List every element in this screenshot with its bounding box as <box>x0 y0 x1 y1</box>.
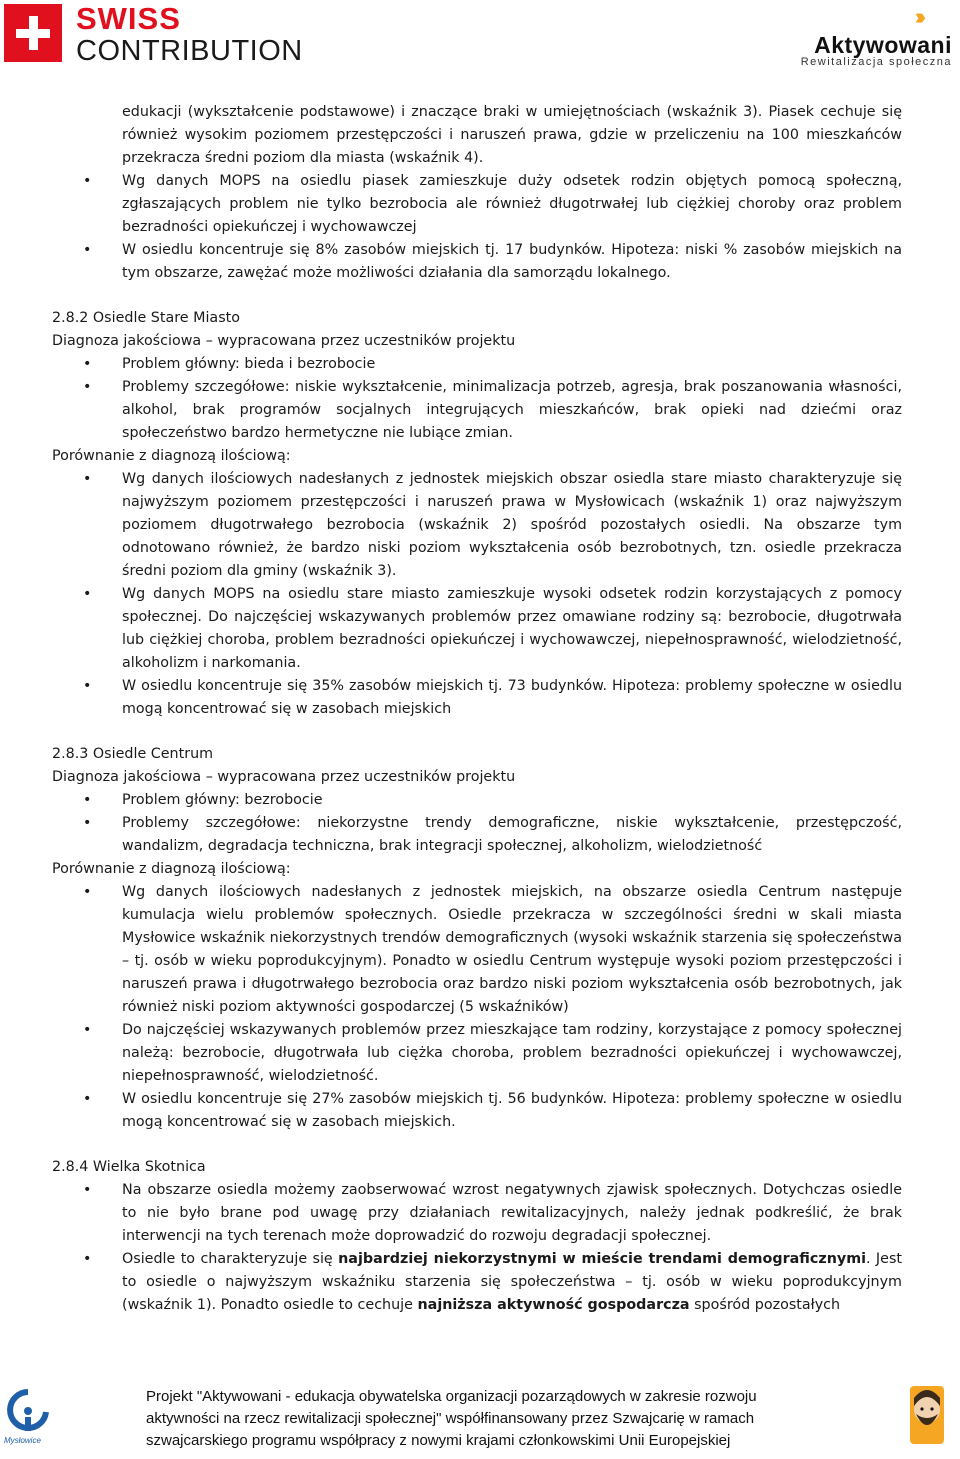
list-item: • Wg danych MOPS na osiedlu stare miasto zamieszkuje wysoki odsetek rodzin korzystających z pomocy społecznej. Do najczęściej wskazywanych problemów przez omawiane rodziny są: bezrobocie, długotrwała lub ciężkiej choroba, problem bezradności opiekuńczej i wychowawczej, niepełnosprawność, wielodzietność, alkoholizm i narkomania. <box>52 583 902 675</box>
list-item: • W osiedlu koncentruje się 27% zasobów miejskich tj. 56 budynków. Hipoteza: problemy społeczne w osiedlu mogą koncentrować się w zasobach miejskich. <box>52 1088 902 1134</box>
arrows-icon: ›››› <box>914 4 920 29</box>
list-item: • Na obszarze osiedla możemy zaobserwować wzrost negatywnych zjawisk społecznych. Dotychczas osiedle to nie było brane pod uwagę przy działaniach rewitalizacyjnych, należy jednak podkreślić, że brak interwencji na tych terenach może doprowadzić do rozwoju degradacji społecznej. <box>52 1179 902 1248</box>
diagnosis-heading: Diagnoza jakościowa – wypracowana przez uczestników projektu <box>52 333 516 349</box>
footer-text <box>146 1386 846 1452</box>
bold-text: najbardziej niekorzystnymi w mieście trendami demograficznymi <box>338 1251 866 1267</box>
text-run: Osiedle to charakteryzuje się <box>122 1251 339 1267</box>
swiss-logo-line1: SWISS <box>76 1 181 36</box>
text-run: . Jest to osiedle o najwyższym wskaźniku starzenia się społeczeństwa – tj. osób w wieku poprodukcyjnym (wskaźnik 1). Ponadto osiedle to cechuje <box>122 1251 902 1313</box>
section-title-2-8-2: 2.8.2 Osiedle Stare Miasto <box>52 310 240 326</box>
section-title-2-8-3: 2.8.3 Osiedle Centrum <box>52 746 214 762</box>
mascot-icon <box>904 1382 950 1448</box>
cis-logo-icon <box>6 1388 50 1438</box>
aktywowani-logo <box>792 4 952 68</box>
comparison-heading: Porównanie z diagnozą ilościową: <box>52 861 291 877</box>
list-item: • Wg danych ilościowych nadesłanych z jednostek miejskich obszar osiedla stare miasto charakteryzuje się najwyższym poziomem przestępczości i naruszeń prawa w Mysłowicach (wskaźnik 1) oraz najwyższym poziomem długotrwałego bezrobocia (wskaźnik 2) spośród pozostałych osiedli. Na obszarze tym odnotowano również, że bardzo niski poziom wykształcenia osób bezrobotnych, tzn. osiedle przekracza średni poziom dla gminy (wskaźnik 3). <box>52 468 902 583</box>
cis-logo-caption: Mysłowice <box>4 1436 41 1445</box>
list-item: • W osiedlu koncentruje się 35% zasobów miejskich tj. 73 budynków. Hipoteza: problemy społeczne w osiedlu mogą koncentrować się w zasobach miejskich <box>52 675 902 721</box>
comparison-heading: Porównanie z diagnozą ilościową: <box>52 448 291 464</box>
list-item <box>52 1248 902 1317</box>
section-title-2-8-4: 2.8.4 Wielka Skotnica <box>52 1159 206 1175</box>
list-item: • Problem główny: bezrobocie <box>52 789 902 812</box>
list-item: • Problemy szczegółowe: niekorzystne trendy demograficzne, niskie wykształcenie, przestępczość, wandalizm, degradacja techniczna, brak integracji społecznej, alkoholizm, wielodzietność <box>52 812 902 858</box>
bold-text: najniższa aktywność gospodarcza <box>417 1297 690 1313</box>
list-item: • Wg danych ilościowych nadesłanych z jednostek miejskich, na obszarze osiedla Centrum następuje kumulacja wielu problemów społecznych. Osiedle przekracza w szczególności średni w skali miasta Mysłowice wskaźnik niekorzystnych trendów demograficznych (wysoki wskaźnik starzenia się społeczeństwa – tj. osób w wieku poprodukcyjnym). Ponadto w osiedlu Centrum występuje wysoki poziom przestępczości i naruszeń prawa i długotrwałego bezrobocia oraz bardzo niski poziom wykształcenia osób bezrobotnych, jak również niski poziom aktywności gospodarczej (5 wskaźników) <box>52 881 902 1019</box>
footer-line: Projekt "Aktywowani - edukacja obywatelska organizacji pozarządowych w zakresie rozwoju <box>146 1388 757 1405</box>
list-item: • Wg danych MOPS na osiedlu piasek zamieszkuje duży odsetek rodzin objętych pomocą społeczną, zgłaszających problem nie tylko bezrobocia ale również długotrwałej lub ciężkiej choroby oraz problem bezradności opiekuńczej i wychowawczej <box>52 170 902 239</box>
intro-paragraph: edukacji (wykształcenie podstawowe) i znaczące braki w umiejętnościach (wskaźnik 3). Piasek cechuje się również wysokim poziomem przestępczości i naruszeń prawa, gdzie w przeliczeniu na 100 mieszkańców przekracza średni poziom dla miasta (wskaźnik 4). <box>122 104 902 166</box>
page-footer <box>0 1378 960 1459</box>
footer-line: aktywności na rzecz rewitalizacji społecznej" współfinansowany przez Szwajcarię w ramach <box>146 1410 755 1427</box>
swiss-logo-line2: CONTRIBUTION <box>76 35 303 67</box>
list-item: • W osiedlu koncentruje się 8% zasobów miejskich tj. 17 budynków. Hipoteza: niski % zasobów miejskich na tym obszarze, zawężać może możliwości działania dla samorządu lokalnego. <box>52 239 902 285</box>
footer-line: szwajcarskiego programu współpracy z nowymi krajami członkowskimi Unii Europejskiej <box>146 1432 731 1449</box>
diagnosis-heading: Diagnoza jakościowa – wypracowana przez uczestników projektu <box>52 769 516 785</box>
aktywowani-subtitle: Rewitalizacja społeczna <box>800 56 952 68</box>
page-header <box>0 0 960 80</box>
swiss-flag-icon <box>4 4 62 62</box>
list-item: • Problem główny: bieda i bezrobocie <box>52 353 902 376</box>
list-item: • Do najczęściej wskazywanych problemów przez mieszkające tam rodziny, korzystające z pomocy społecznej należą: bezrobocie, długotrwała lub ciężka choroba, problem bezradności opiekuńczej i wychowawczej, niepełnosprawność, wielodzietność. <box>52 1019 902 1088</box>
list-item: • Problemy szczegółowe: niskie wykształcenie, minimalizacja potrzeb, agresja, brak poszanowania własności, alkohol, brak programów socjalnych integrujących mieszkańców, brak opieki nad dziećmi oraz społeczeństwo bardzo hermetyczne nie lubiące zmian. <box>52 376 902 445</box>
document-body <box>52 101 902 1317</box>
text-run: spośród pozostałych <box>689 1297 841 1313</box>
aktywowani-name: Aktywowani <box>814 32 952 58</box>
